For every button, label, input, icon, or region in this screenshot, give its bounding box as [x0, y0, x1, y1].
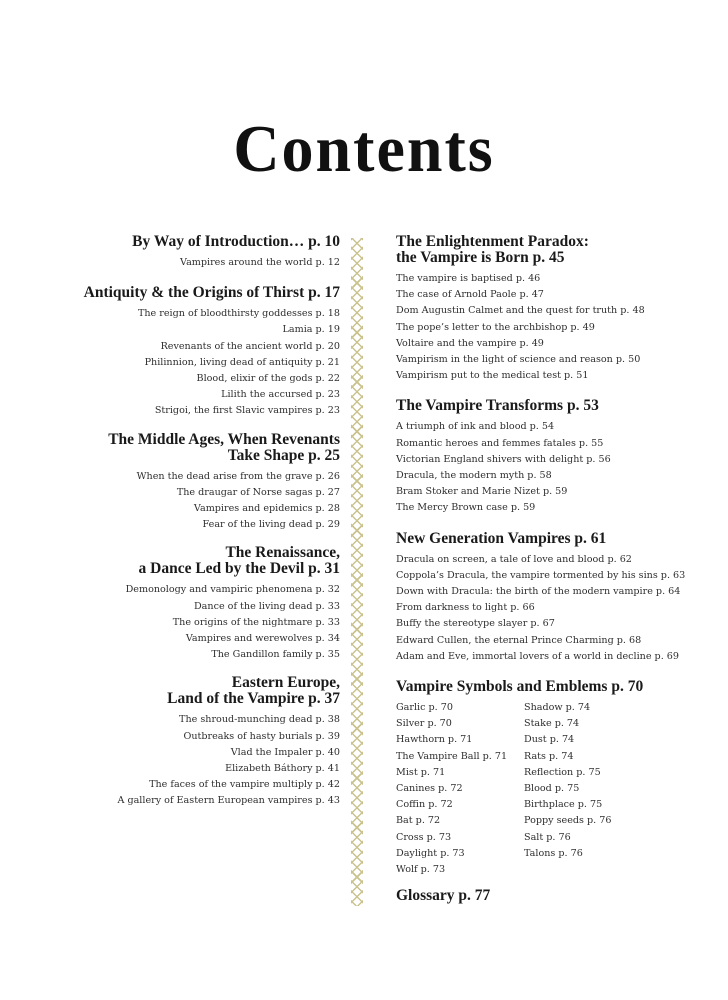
toc-entry[interactable]: Bat p. 72 — [396, 815, 441, 827]
toc-entry[interactable]: Reflection p. 75 — [524, 766, 601, 778]
toc-entry[interactable]: Rats p. 74 — [524, 750, 574, 762]
toc-entry[interactable]: Blood p. 75 — [524, 783, 580, 795]
contents-right-column — [396, 234, 696, 914]
toc-entry[interactable]: Elizabeth Báthory p. 41 — [225, 763, 340, 775]
section-title[interactable]: By Way of Introduction… p. 10 — [132, 233, 340, 250]
toc-entry[interactable]: The Gandillon family p. 35 — [211, 649, 340, 661]
toc-entry[interactable]: The reign of bloodthirsty goddesses p. 18 — [137, 308, 340, 320]
toc-entry[interactable]: Garlic p. 70 — [396, 702, 453, 714]
toc-entry[interactable]: Vampires around the world p. 12 — [180, 257, 340, 268]
toc-entry[interactable]: The draugar of Norse sagas p. 27 — [176, 486, 340, 498]
toc-entry[interactable]: Vampires and epidemics p. 28 — [193, 503, 340, 515]
page-title: Contents — [233, 111, 495, 186]
toc-entry[interactable]: Vlad the Impaler p. 40 — [230, 746, 340, 758]
toc-entry[interactable]: The faces of the vampire multiply p. 42 — [149, 779, 340, 791]
toc-entry[interactable]: Talons p. 76 — [524, 847, 583, 859]
toc-entry[interactable]: A triumph of ink and blood p. 54 — [396, 421, 555, 433]
toc-entry[interactable]: Hawthorn p. 71 — [396, 734, 473, 746]
toc-entry[interactable]: Vampirism in the light of science and reason p. 50 — [396, 354, 641, 366]
section-title-line: The Middle Ages, When Revenants — [108, 430, 340, 448]
toc-entry[interactable]: The shroud-munching dead p. 38 — [179, 714, 340, 726]
toc-section-eastern-europe — [40, 675, 340, 809]
toc-entry[interactable]: Dance of the living dead p. 33 — [193, 600, 340, 612]
section-title[interactable]: New Generation Vampires p. 61 — [396, 529, 607, 547]
toc-section-renaissance — [40, 545, 340, 663]
toc-entry[interactable]: Fear of the living dead p. 29 — [202, 519, 340, 531]
toc-entry[interactable]: Lilith the accursed p. 23 — [221, 389, 340, 401]
toc-entry[interactable]: Daylight p. 73 — [396, 847, 465, 859]
toc-entry[interactable]: The pope’s letter to the archbishop p. 49 — [396, 321, 595, 333]
section-title-line: the Vampire is Born p. 45 — [396, 249, 565, 266]
toc-entry[interactable]: Romantic heroes and femmes fatales p. 55 — [396, 437, 604, 449]
toc-entry[interactable]: Strigoi, the first Slavic vampires p. 23 — [154, 405, 340, 417]
toc-entry[interactable]: Vampires and werewolves p. 34 — [185, 633, 340, 645]
toc-section-middle-ages — [40, 432, 340, 534]
toc-entry[interactable]: Blood, elixir of the gods p. 22 — [196, 373, 340, 385]
toc-entry[interactable]: The Vampire Ball p. 71 — [396, 750, 508, 762]
toc-entry[interactable]: Victorian England shivers with delight p. 56 — [396, 453, 611, 465]
toc-entry[interactable]: Lamia p. 19 — [282, 324, 340, 336]
toc-section-introduction — [40, 234, 340, 271]
section-title-line: a Dance Led by the Devil p. 31 — [138, 560, 340, 578]
toc-entry[interactable]: A gallery of Eastern European vampires p. 43 — [117, 795, 340, 807]
toc-section-glossary — [396, 888, 696, 904]
toc-entry[interactable]: Shadow p. 74 — [524, 702, 591, 714]
toc-section-antiquity — [40, 285, 340, 419]
toc-section-new-generation — [396, 531, 696, 665]
section-title-line: Take Shape p. 25 — [227, 446, 340, 464]
toc-entry[interactable]: Wolf p. 73 — [396, 864, 446, 876]
toc-entry[interactable]: When the dead arise from the grave p. 26 — [136, 470, 340, 482]
toc-entry[interactable]: The Mercy Brown case p. 59 — [396, 502, 536, 514]
section-title[interactable]: Glossary p. 77 — [396, 887, 491, 905]
toc-entry[interactable]: Salt p. 76 — [524, 831, 571, 843]
section-title[interactable] — [396, 234, 696, 266]
toc-entry[interactable]: Down with Dracula: the birth of the modern vampire p. 64 — [396, 586, 681, 598]
toc-entry[interactable]: Bram Stoker and Marie Nizet p. 59 — [396, 486, 568, 498]
section-title-line: Eastern Europe, — [231, 674, 340, 692]
section-title[interactable] — [40, 432, 340, 464]
section-title[interactable]: Vampire Symbols and Emblems p. 70 — [396, 678, 644, 696]
ornamental-divider — [351, 238, 363, 906]
toc-entry[interactable]: Mist p. 71 — [396, 766, 446, 778]
toc-entry[interactable]: From darkness to light p. 66 — [396, 602, 535, 614]
symbols-list — [396, 700, 696, 878]
toc-entry[interactable]: Demonology and vampiric phenomena p. 32 — [125, 584, 340, 596]
toc-entry[interactable]: The origins of the nightmare p. 33 — [172, 616, 340, 628]
toc-entry[interactable]: Cross p. 73 — [396, 831, 452, 843]
section-title[interactable] — [40, 675, 340, 707]
toc-entry[interactable]: Buffy the stereotype slayer p. 67 — [396, 618, 555, 630]
toc-entry[interactable]: Adam and Eve, immortal lovers of a world in decline p. 69 — [396, 650, 680, 662]
section-title-line: The Enlightenment Paradox: — [396, 233, 589, 250]
toc-section-vampire-transforms — [396, 398, 696, 516]
section-title[interactable]: The Vampire Transforms p. 53 — [396, 397, 599, 415]
toc-entry[interactable]: Voltaire and the vampire p. 49 — [396, 337, 544, 349]
toc-entry[interactable]: Birthplace p. 75 — [524, 799, 603, 811]
section-title[interactable]: Antiquity & the Origins of Thirst p. 17 — [83, 284, 340, 302]
toc-section-symbols — [396, 679, 696, 878]
section-title-line: Land of the Vampire p. 37 — [167, 690, 340, 708]
toc-entry[interactable]: Silver p. 70 — [396, 718, 452, 730]
toc-entry[interactable]: Coppola’s Dracula, the vampire tormented by his sins p. 63 — [396, 569, 686, 581]
toc-entry[interactable]: Edward Cullen, the eternal Prince Charming p. 68 — [396, 634, 642, 646]
symbols-column-2 — [524, 700, 654, 878]
toc-entry[interactable]: Philinnion, living dead of antiquity p. 21 — [144, 356, 340, 368]
toc-entry[interactable]: Stake p. 74 — [524, 718, 580, 730]
toc-section-enlightenment — [396, 234, 696, 384]
toc-entry[interactable]: Coffin p. 72 — [396, 799, 453, 811]
toc-entry[interactable]: Dust p. 74 — [524, 734, 575, 746]
toc-entry[interactable]: Poppy seeds p. 76 — [524, 815, 612, 827]
toc-entry[interactable]: Dracula, the modern myth p. 58 — [396, 470, 552, 482]
toc-entry[interactable]: The case of Arnold Paole p. 47 — [396, 289, 544, 301]
toc-entry[interactable]: Canines p. 72 — [396, 783, 463, 795]
toc-entry[interactable]: Dracula on screen, a tale of love and blood p. 62 — [396, 553, 632, 565]
toc-entry[interactable]: Vampirism put to the medical test p. 51 — [396, 370, 589, 382]
contents-left-column — [40, 234, 340, 820]
symbols-column-1 — [396, 700, 524, 878]
toc-entry[interactable]: Dom Augustin Calmet and the quest for truth p. 48 — [396, 305, 645, 317]
section-title-line: The Renaissance, — [225, 544, 340, 562]
section-title[interactable] — [40, 545, 340, 577]
toc-entry[interactable]: The vampire is baptised p. 46 — [396, 273, 541, 284]
toc-entry[interactable]: Outbreaks of hasty burials p. 39 — [183, 730, 340, 742]
toc-entry[interactable]: Revenants of the ancient world p. 20 — [160, 340, 340, 352]
